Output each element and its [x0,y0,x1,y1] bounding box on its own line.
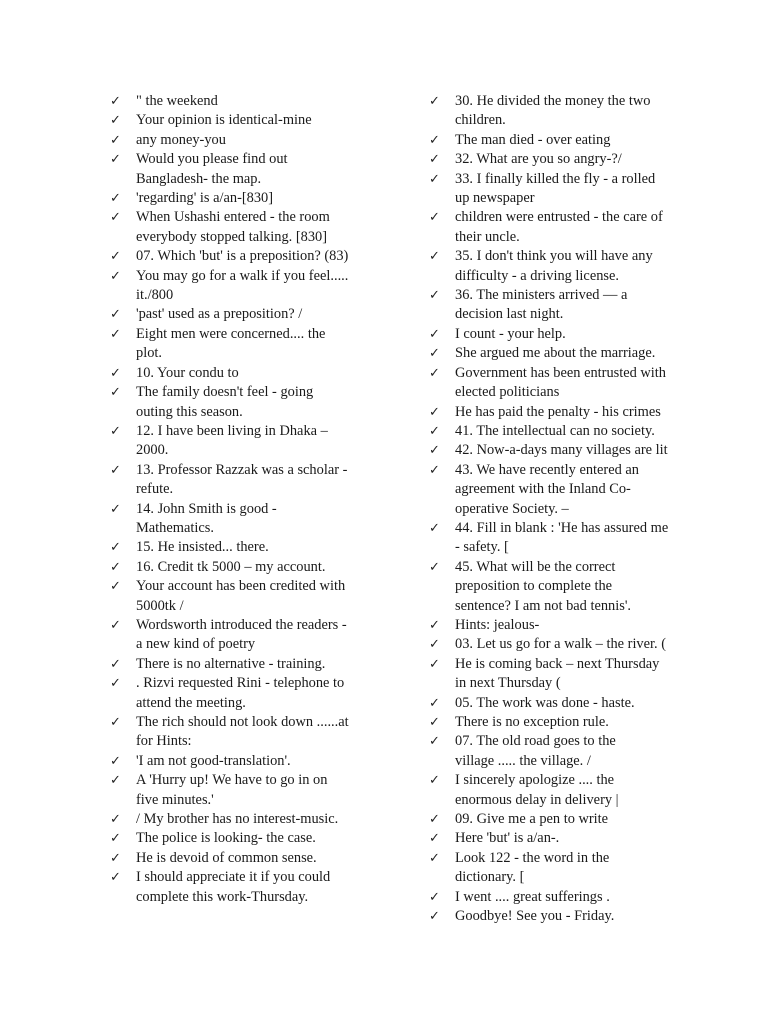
checkmark-icon: ✓ [429,365,440,381]
text-line: 15. He insisted... there. [136,539,269,556]
list-item-text [136,247,372,266]
text-line: Eight men were concerned.... the [136,325,326,342]
text-line: 32. What are you so angry-?/ [455,151,622,168]
text-line: a new kind of poetry [136,636,256,653]
list-item [429,635,687,654]
list-item-text [136,752,372,771]
list-item-text [136,829,372,848]
list-item-text [136,616,372,655]
checkmark-icon: ✓ [429,443,440,459]
text-line: 43. We have recently entered an [455,461,639,478]
checkmark-icon: ✓ [429,617,440,633]
text-line: decision last night. [455,306,564,323]
checkmark-icon: ✓ [110,656,121,672]
list-item-text [455,131,687,150]
list-item-text [455,558,687,616]
list-item-text [136,150,372,189]
text-line: 12. I have been living in Dhaka – [136,422,328,439]
checkmark-icon: ✓ [110,249,121,265]
checkmark-icon: ✓ [429,132,440,148]
text-line: 07. Which 'but' is a preposition? (83) [136,248,349,265]
text-line: . Rizvi requested Rini - telephone to [136,675,345,692]
list-item [429,558,687,616]
text-line: 'past' used as a preposition? / [136,306,303,323]
text-line: A 'Hurry up! We have to go in on [136,772,328,789]
list-item [110,810,372,829]
list-item-text [455,92,687,131]
list-item-text [136,111,372,130]
list-item [429,441,687,460]
checkmark-icon: ✓ [429,850,440,866]
list-item-text [455,829,687,848]
list-item [429,247,687,286]
checkmark-icon: ✓ [110,617,121,633]
list-item-text [136,500,372,539]
checkmark-icon: ✓ [429,889,440,905]
text-line: Goodbye! See you - Friday. [455,908,615,925]
text-line: in next Thursday ( [455,675,561,692]
text-line: dictionary. [ [455,869,525,886]
list-item-text [136,208,372,247]
checkmark-icon: ✓ [429,715,440,730]
checkmark-icon: ✓ [110,94,121,109]
text-line: He is devoid of common sense. [136,849,317,866]
list-item [429,461,687,519]
list-item-text [136,325,372,364]
checkmark-icon: ✓ [110,831,121,847]
text-line: 41. The intellectual can no society. [455,422,655,439]
list-item [110,325,372,364]
list-item-text [455,694,687,713]
list-item [429,131,687,150]
checkmark-icon: ✓ [429,171,440,187]
list-item [110,500,372,539]
text-line: Your opinion is identical-mine [136,112,312,129]
list-item-text [455,286,687,325]
checkmark-icon: ✓ [429,462,440,478]
text-line: The man died - over eating [455,131,611,148]
list-item-text [136,383,372,422]
list-item-text [455,150,687,169]
text-line: She argued me about the marriage. [455,345,656,362]
checkmark-icon: ✓ [110,423,121,439]
text-line: elected politicians [455,384,560,401]
list-item-text [455,616,687,635]
list-item-text [455,461,687,519]
text-line: 5000tk / [136,597,184,614]
text-line: refute. [136,481,174,498]
checkmark-icon: ✓ [429,773,440,789]
list-item-text [136,189,372,208]
checkmark-icon: ✓ [429,559,440,575]
text-line: / My brother has no interest-music. [136,811,339,828]
text-line: difficulty - a driving license. [455,267,619,284]
text-line: children were entrusted - the care of [455,209,663,226]
text-line: 45. What will be the correct [455,558,616,575]
text-line: I went .... great sufferings . [455,888,610,905]
text-line: 'I am not good-translation'. [136,752,291,769]
checkmark-icon: ✓ [110,540,121,556]
text-line: any money-you [136,131,226,148]
text-line: outing this season. [136,403,243,420]
text-line: Bangladesh- the map. [136,170,262,187]
checkmark-icon: ✓ [429,909,440,925]
list-item [110,713,372,752]
checkmark-icon: ✓ [429,656,440,672]
list-item-text [455,635,687,654]
text-line: for Hints: [136,733,192,750]
list-item [110,771,372,810]
list-item [110,131,372,150]
list-item [110,247,372,266]
list-item-text [136,558,372,577]
checkmark-icon: ✓ [429,423,440,439]
checkmark-icon: ✓ [429,249,440,265]
text-line: 30. He divided the money the two [455,93,651,109]
text-line: 13. Professor Razzak was a scholar - [136,461,348,478]
list-item-text [136,422,372,461]
text-line: village ..... the village. / [455,752,591,769]
checkmark-icon: ✓ [429,94,440,109]
text-line: it./800 [136,287,174,304]
checkmark-icon: ✓ [429,695,440,711]
list-item [429,713,687,732]
text-line: sentence? I am not bad tennis'. [455,597,632,614]
list-item [110,422,372,461]
checkmark-icon: ✓ [110,152,121,168]
text-line: complete this work-Thursday. [136,888,309,905]
list-item [429,422,687,441]
list-item [429,92,687,131]
list-item [110,267,372,306]
checkmark-icon: ✓ [110,870,121,886]
checkmark-icon: ✓ [429,637,440,653]
checkmark-icon: ✓ [110,210,121,226]
list-item [110,655,372,674]
checkmark-icon: ✓ [110,715,121,730]
list-item-text [136,849,372,868]
list-item-text [455,247,687,286]
text-line: 14. John Smith is good - [136,500,277,517]
checkmark-icon: ✓ [110,773,121,789]
text-line: 35. I don't think you will have any [455,248,653,265]
text-line: Would you please find out [136,151,288,168]
text-line: Your account has been credited with [136,578,346,595]
list-item-text [136,674,372,713]
list-item-text [136,655,372,674]
text-line: enormous delay in delivery | [455,791,619,808]
checkmark-icon: ✓ [429,210,440,226]
checkmark-icon: ✓ [110,113,121,129]
list-item [429,519,687,558]
text-line: 09. Give me a pen to write [455,811,609,828]
checkmark-icon: ✓ [110,385,121,401]
list-item-text [136,577,372,616]
list-item-text [455,208,687,247]
checkmark-icon: ✓ [429,812,440,828]
list-item [110,189,372,208]
text-line: Here 'but' is a/an-. [455,830,560,847]
text-line: 42. Now-a-days many villages are lit [455,442,668,459]
list-item-text [455,732,687,771]
list-item [429,364,687,403]
list-item-text [455,422,687,441]
list-item [429,150,687,169]
text-line: Government has been entrusted with [455,364,667,381]
list-item-text [136,868,372,907]
text-line: Look 122 - the word in the [455,849,610,866]
text-line: Hints: jealous- [455,616,540,633]
list-item [429,286,687,325]
checkmark-icon: ✓ [110,812,121,828]
list-item [110,616,372,655]
text-line: 2000. [136,442,169,459]
checkmark-icon: ✓ [110,501,121,517]
list-item-text [136,131,372,150]
checkmark-icon: ✓ [429,734,440,750]
text-line: their uncle. [455,228,520,245]
text-line: He is coming back – next Thursday [455,655,660,672]
checkmark-icon: ✓ [110,462,121,478]
text-line: Mathematics. [136,519,214,536]
text-line: everybody stopped talking. [830] [136,228,328,245]
checkmark-icon: ✓ [110,753,121,769]
text-line: 03. Let us go for a walk – the river. ( [455,636,667,653]
list-item [110,92,372,111]
list-item [429,616,687,635]
list-item-text [136,538,372,557]
text-line: 'regarding' is a/an-[830] [136,190,274,207]
list-item [110,111,372,130]
list-item-text [455,810,687,829]
text-line: There is no alternative - training. [136,655,326,672]
list-item-text [136,267,372,306]
checkmark-icon: ✓ [110,132,121,148]
list-item [429,325,687,344]
list-item-text [136,92,372,111]
text-line: 36. The ministers arrived — a [455,287,628,304]
list-item-text [455,519,687,558]
list-item [110,150,372,189]
list-item [110,558,372,577]
list-item [429,694,687,713]
checkmark-icon: ✓ [429,326,440,342]
text-line: 33. I finally killed the fly - a rolled [455,170,656,187]
list-item [429,771,687,810]
list-item [429,170,687,209]
list-item [110,752,372,771]
list-item-text [136,305,372,324]
list-item-text [455,888,687,907]
text-line: operative Society. – [455,500,569,517]
text-line: There is no exception rule. [455,714,609,730]
list-item [110,849,372,868]
checkmark-icon: ✓ [110,307,121,323]
list-item [429,655,687,694]
list-item [110,364,372,383]
list-item [429,732,687,771]
text-line: five minutes.' [136,791,214,808]
list-item-text [455,655,687,694]
right-column-list [429,92,687,926]
text-line: The rich should not look down ......at [136,714,349,730]
list-item-text [455,403,687,422]
list-item [110,208,372,247]
list-item-text [136,364,372,383]
list-item [429,810,687,829]
text-line: I sincerely apologize .... the [455,772,615,789]
list-item-text [455,325,687,344]
list-item [110,305,372,324]
text-line: agreement with the Inland Co- [455,481,631,498]
checkmark-icon: ✓ [429,346,440,362]
list-item [429,849,687,888]
checkmark-icon: ✓ [110,579,121,595]
list-item-text [455,771,687,810]
text-line: plot. [136,345,162,362]
list-item [110,383,372,422]
checkmark-icon: ✓ [110,850,121,866]
list-item-text [136,713,372,752]
text-line: children. [455,112,506,129]
checkmark-icon: ✓ [429,520,440,536]
text-line: " the weekend [136,93,218,109]
list-item [110,538,372,557]
text-line: When Ushashi entered - the room [136,209,330,226]
text-line: The family doesn't feel - going [136,384,314,401]
text-line: 07. The old road goes to the [455,733,616,750]
checkmark-icon: ✓ [429,288,440,304]
checkmark-icon: ✓ [110,268,121,284]
list-item [429,829,687,848]
list-item [429,344,687,363]
list-item-text [455,849,687,888]
left-column-list [110,92,372,907]
list-item [110,674,372,713]
list-item [110,829,372,848]
list-item [429,907,687,926]
checkmark-icon: ✓ [110,326,121,342]
list-item-text [455,344,687,363]
text-line: up newspaper [455,190,535,207]
text-line: He has paid the penalty - his crimes [455,403,661,420]
text-line: I count - your help. [455,325,566,342]
text-line: You may go for a walk if you feel..... [136,267,349,284]
text-line: 16. Credit tk 5000 – my account. [136,558,326,575]
text-line: The police is looking- the case. [136,830,316,847]
checkmark-icon: ✓ [110,191,121,207]
checkmark-icon: ✓ [429,152,440,168]
list-item [429,888,687,907]
list-item [429,403,687,422]
checkmark-icon: ✓ [110,559,121,575]
text-line: I should appreciate it if you could [136,869,331,886]
checkmark-icon: ✓ [429,404,440,420]
checkmark-icon: ✓ [110,365,121,381]
text-line: - safety. [ [455,539,509,556]
list-item-text [455,170,687,209]
list-item-text [455,364,687,403]
checkmark-icon: ✓ [110,676,121,692]
list-item [110,461,372,500]
list-item-text [455,441,687,460]
list-item [110,577,372,616]
checkmark-icon: ✓ [429,831,440,847]
text-line: 44. Fill in blank : 'He has assured me [455,519,669,536]
text-line: attend the meeting. [136,694,246,711]
list-item [429,208,687,247]
list-item-text [455,713,687,732]
list-item [110,868,372,907]
list-item-text [136,810,372,829]
text-line: preposition to complete the [455,578,613,595]
list-item-text [455,907,687,926]
text-line: 05. The work was done - haste. [455,694,635,711]
list-item-text [136,771,372,810]
text-line: 10. Your condu to [136,364,239,381]
list-item-text [136,461,372,500]
text-line: Wordsworth introduced the readers - [136,616,347,633]
